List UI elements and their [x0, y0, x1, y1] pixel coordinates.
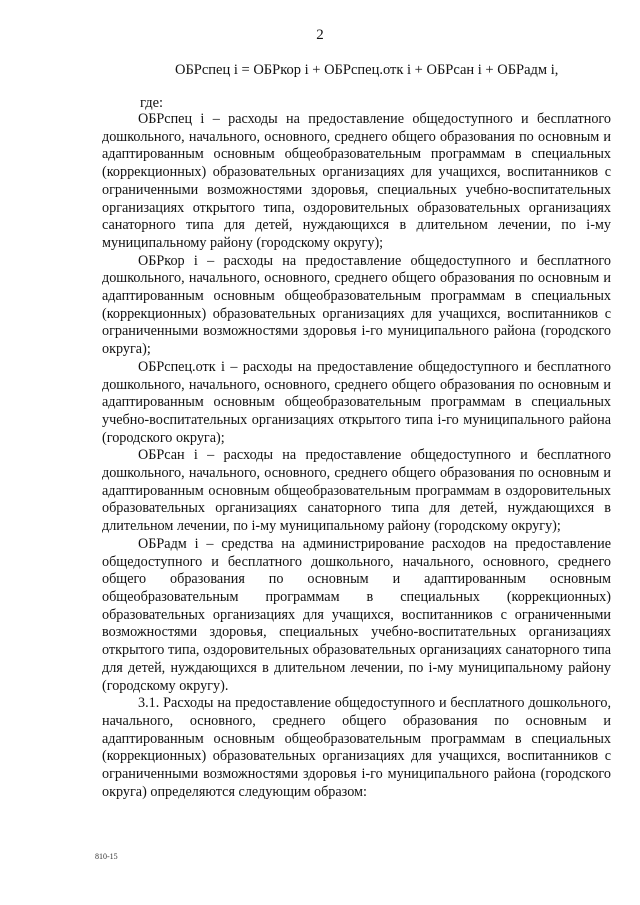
definition-obr-kor: ОБРкор i – расходы на предоставление общедоступного и бесплатного дошкольного, начального, основного, среднего общего образования по основным и адаптированным основным общеобразовательным программам в специальных (коррекционных) образовательных организациях для учащихся, воспитанников с ограниченными возможностями здоровья i-го муниципального района (городского округа); [102, 252, 611, 358]
document-body [102, 111, 611, 801]
footer-code: 810-15 [95, 852, 118, 861]
definition-obr-spec: ОБРспец i – расходы на предоставление общедоступного и бесплатного дошкольного, начального, основного, среднего общего образования по основным и адаптированным основным общеобразовательным программам в специальных (коррекционных) образовательных организациях для учащихся, воспитанников с ограниченными возможностями здоровья, специальных учебно-воспитательных организациях открытого типа, оздоровительных образовательных организациях санаторного типа для детей, нуждающихся в длительном лечении, по i-му муниципальному району (городскому округу); [102, 111, 611, 251]
formula: ОБРспец i = ОБРкор i + ОБРспец.отк i + ОБРсан i + ОБРадм i, [175, 62, 559, 78]
definition-obr-spec-otk: ОБРспец.отк i – расходы на предоставление общедоступного и бесплатного дошкольного, начального, основного, среднего общего образования по основным и адаптированным основным общеобразовательным программам в специальных учебно-воспитательных организациях открытого типа i-го муниципального района (городского округа); [102, 358, 611, 446]
definition-obr-adm: ОБРадм i – средства на администрирование расходов на предоставление общедоступного и бесплатного дошкольного, начального, основного, среднего общего образования по основным и адаптированным основным общеобразовательным программам в специальных (коррекционных) образовательных организациях для учащихся, воспитанников с ограниченными возможностями здоровья, специальных учебно-воспитательных организациях открытого типа, оздоровительных образовательных организациях санаторного типа для детей, нуждающихся в длительном лечении, по i-му муниципальному району (городскому округу). [102, 535, 611, 694]
section-3-1-paragraph: 3.1. Расходы на предоставление общедоступного и бесплатного дошкольного, начального, основного, среднего общего образования по основным и адаптированным основным общеобразовательным программам в специальных (коррекционных) образовательных организациях для учащихся, воспитанников с ограниченными возможностями здоровья i-го муниципального района (городского округа) определяются следующим образом: [102, 695, 611, 800]
definition-obr-san: ОБРсан i – расходы на предоставление общедоступного и бесплатного дошкольного, начального, основного, среднего общего образования по основным и адаптированным основным общеобразовательным программам в оздоровительных образовательных организациях санаторного типа для детей, нуждающихся в длительном лечении, по i-му муниципальному району (городскому округу); [102, 447, 611, 535]
where-label: где: [140, 95, 164, 111]
page-number: 2 [316, 27, 324, 43]
